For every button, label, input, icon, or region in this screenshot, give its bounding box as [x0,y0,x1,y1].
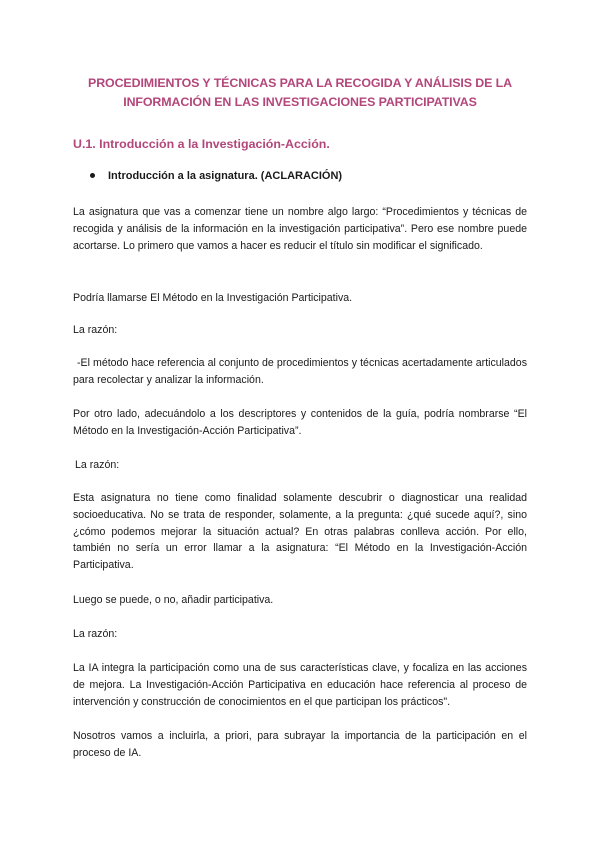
bullet-item [90,168,342,184]
section-heading: U.1. Introducción a la Investigación-Acción. [73,137,330,151]
paragraph-intro: La asignatura que vas a comenzar tiene un nombre algo largo: “Procedimientos y técnicas de recogida y análisis de la información en la investigación participativa”. Pero ese nombre puede acortarse. Lo primero que vamos a hacer es reducir el título sin modificar el significado. [73,206,527,252]
paragraph-ia-participation: La IA integra la participación como una de sus características clave, y focaliza en las acciones de mejora. La Investigación-Acción Participativa en educación hace referencia al proceso de intervención y construcción de conocimientos en el que participan los prácticos". [73,662,527,708]
paragraph-name-proposal: Podría llamarse El Método en la Investigación Participativa. [73,292,353,304]
bullet-item-text: Introducción a la asignatura. (ACLARACIÓN) [108,170,343,182]
title-line-1: PROCEDIMIENTOS Y TÉCNICAS PARA LA RECOGIDA Y ANÁLISIS DE LA [88,76,512,90]
paragraph-reason-label: La razón: [73,628,118,640]
document-title [80,74,520,112]
paragraph-alternative-name: Por otro lado, adecuándolo a los descriptores y contenidos de la guía, podría nombrarse “El Método en la Investigación-Acción Participativa”. [73,408,527,437]
title-line-2: INFORMACIÓN EN LAS INVESTIGACIONES PARTICIPATIVAS [123,95,477,109]
paragraph-method-definition: -El método hace referencia al conjunto de procedimientos y técnicas acertadamente articulados para recolectar y analizar la información. [73,357,527,386]
paragraph-reason-label: La razón: [73,324,118,336]
paragraph-reason-label: La razón: [75,459,120,471]
paragraph-conclusion: Nosotros vamos a incluirla, a priori, para subrayar la importancia de la participación en el proceso de IA. [73,730,527,759]
bullet-dot-icon [90,173,95,178]
paragraph-purpose: Esta asignatura no tiene como finalidad solamente descubrir o diagnosticar una realidad socioeducativa. No se trata de responder, solamente, a la pregunta: ¿qué sucede aquí?, sino ¿cómo podemos mejorar la situación actual? En otras palabras conlleva acción. Por ello, también no sería un error llamar a la asignatura: “El Método en la Investigación-Acción Participativa. [73,492,527,572]
paragraph-participativa: Luego se puede, o no, añadir participativa. [73,594,274,606]
